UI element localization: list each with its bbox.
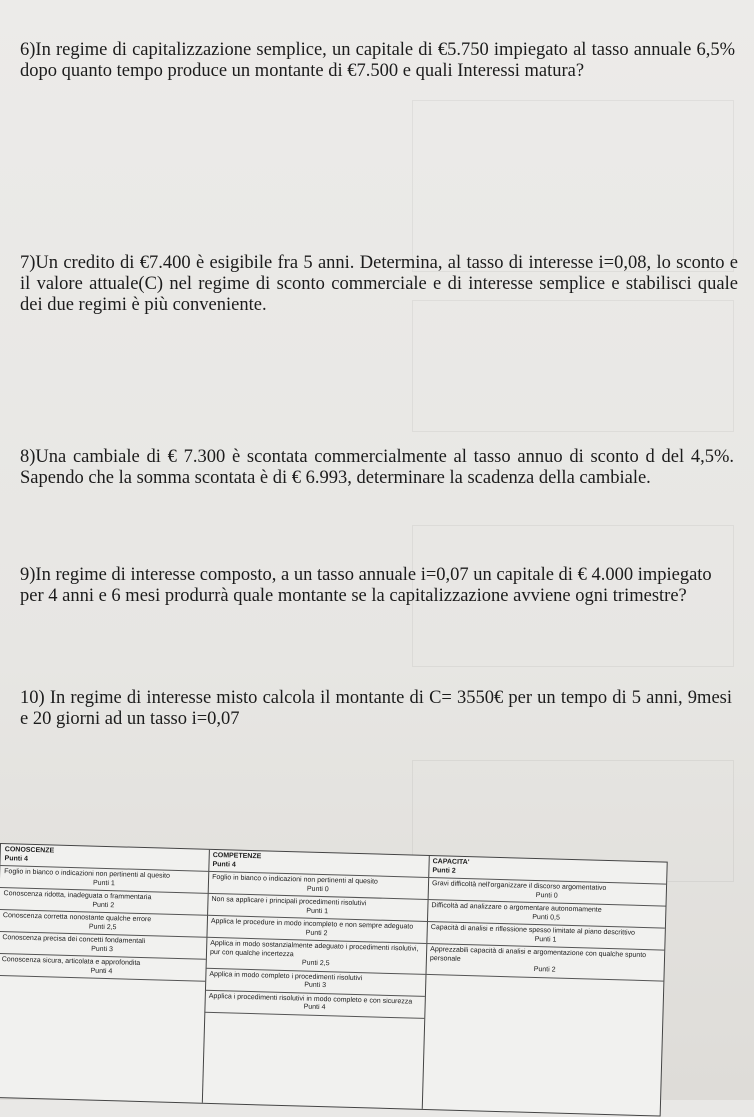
rubric-row-points: Punti 3 [91,945,114,953]
rubric-row-text: Difficoltà ad analizzare o argomentare autonomamente [431,902,602,914]
grading-rubric-table [0,843,668,1117]
rubric-row-text: Conoscenza sicura, articolata e approfondita [1,956,141,967]
rubric-row-text: Applica le procedure in modo incompleto e non sempre adeguato [210,917,414,931]
rubric-row-points: Punti 1 [92,879,115,887]
rubric-header-label: CONOSCENZE [4,846,55,855]
rubric-row-text: Conoscenza corretta nonostante qualche errore [2,912,152,924]
rubric-column-capacita [422,856,667,1116]
rubric-row [425,944,664,981]
rubric-row-points: Punti 0 [306,885,329,893]
rubric-header-label: COMPETENZE [212,851,262,861]
rubric-row-points: Punti 4 [90,967,113,975]
bleed-through-table [412,300,734,432]
rubric-header-points: Punti 4 [4,854,29,863]
rubric-row-text: Foglio in bianco o indicazioni non pertinenti al quesito [4,868,171,880]
rubric-row-text: Applica in modo sostanzialmente adeguato i procedimenti risolutivi, pur con qualche incertezza [209,939,419,958]
rubric-column-conoscenze [0,844,210,1103]
rubric-row-text: Capacità di analisi e riflessione spesso limitate al piano descrittivo [430,924,636,937]
question-8: 8)Una cambiale di € 7.300 è scontata commercialmente al tasso annuo di sconto d del 4,5%. Sapendo che la somma scontata è di € 6.993, determinare la scadenza della cambiale. [20,447,734,488]
rubric-row-points: Punti 1 [534,935,557,944]
rubric-row-text: Applica i procedimenti risolutivi in modo completo e con sicurezza [208,992,413,1006]
rubric-row [0,954,206,982]
rubric-column-competenze [202,850,430,1109]
rubric-row-text: Gravi difficoltà nell'organizzare il discorso argomentativo [431,880,607,892]
rubric-row-points: Punti 2,5 [301,959,330,968]
rubric-row-points: Punti 2 [533,965,556,974]
bleed-through-table [412,100,734,272]
rubric-header-label: CAPACITA' [432,858,470,867]
question-9: 9)In regime di interesse composto, a un tasso annuale i=0,07 un capitale di € 4.000 impiegato per 4 anni e 6 mesi produrrà quale montante se la capitalizzazione avviene ogni trimestre? [20,565,712,606]
rubric-row-text: Foglio in bianco o indicazioni non pertinenti al quesito [212,873,378,886]
rubric-row-points: Punti 2 [305,929,328,937]
question-7: 7)Un credito di €7.400 è esigibile fra 5 anni. Determina, al tasso di interesse i=0,08, lo sconto e il valore attuale(C) nel regime di sconto commerciale e di interesse semplice e stabilisci quale dei due regimi è più conveniente. [20,253,738,315]
rubric-row-points: Punti 2 [92,901,115,909]
rubric-row-points: Punti 2,5 [88,923,117,931]
rubric-row-points: Punti 0,5 [532,913,561,922]
rubric-row-text: Conoscenza precisa dei concetti fondamentali [2,934,146,946]
rubric-header-points: Punti 4 [212,860,236,869]
rubric-row-points: Punti 0 [535,891,558,900]
rubric-row-points: Punti 3 [304,981,327,990]
rubric-header-points: Punti 2 [432,866,456,875]
rubric-row-text: Conoscenza ridotta, inadeguata o frammentaria [3,890,152,902]
question-6: 6)In regime di capitalizzazione semplice, un capitale di €5.750 impiegato al tasso annuale 6,5% dopo quanto tempo produce un montante di €7.500 e quali Interessi matura? [20,40,735,81]
rubric-row-points: Punti 4 [303,1003,326,1012]
question-10: 10) In regime di interesse misto calcola il montante di C= 3550€ per un tempo di 5 anni, 9mesi e 20 giorni ad un tasso i=0,07 [20,688,732,729]
rubric-row-points: Punti 1 [306,907,329,915]
rubric-row [204,990,425,1018]
rubric-row-text: Non sa applicare i principali procedimenti risolutivi [211,895,367,908]
rubric-row-text: Apprezzabili capacità di analisi e argomentazione con qualche spunto personale [429,946,647,963]
rubric-row-text: Applica in modo completo i procedimenti risolutivi [209,970,363,982]
